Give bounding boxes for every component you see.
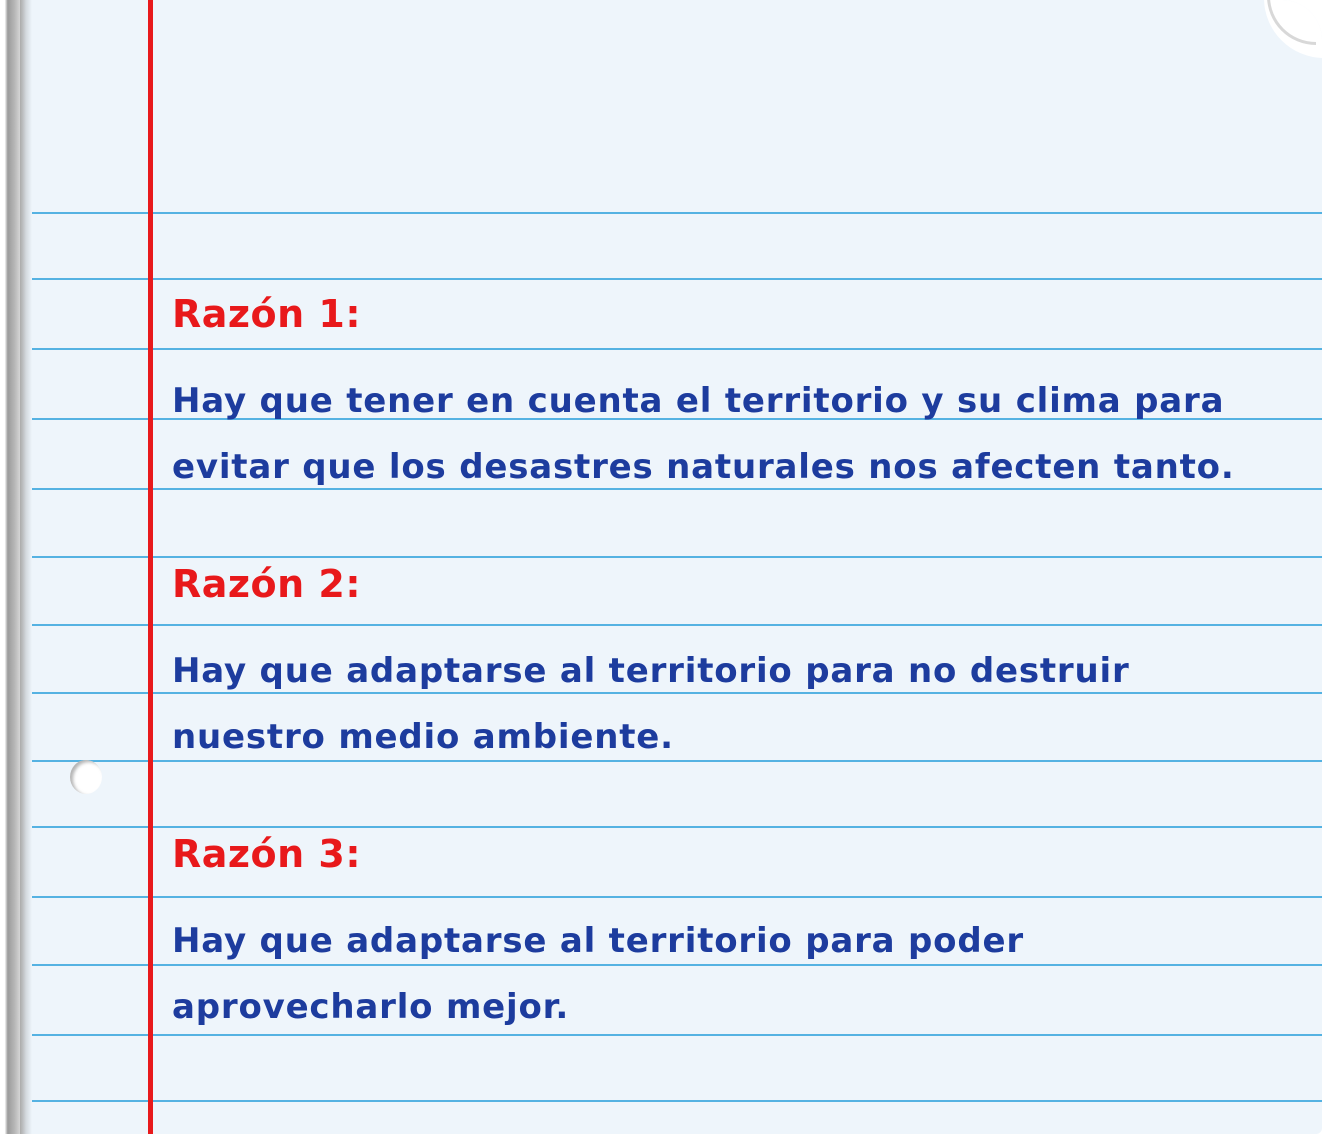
note-body-line: Hay que tener en cuenta el territorio y su clima para bbox=[172, 381, 1225, 421]
note-entry bbox=[172, 562, 1172, 606]
note-body bbox=[172, 638, 1172, 770]
note-body-line: Hay que adaptarse al territorio para no destruir bbox=[172, 651, 1130, 691]
note-heading: Razón 3: bbox=[172, 832, 362, 876]
note-body-line: aprovecharlo mejor. bbox=[172, 987, 570, 1027]
handwritten-notes bbox=[172, 0, 1235, 1134]
page-spine-shadow bbox=[20, 0, 32, 1134]
note-entry bbox=[172, 832, 1172, 876]
note-entry bbox=[172, 292, 1172, 336]
note-heading: Razón 1: bbox=[172, 292, 362, 336]
note-body-line: Hay que adaptarse al territorio para poder bbox=[172, 921, 1024, 961]
note-body-line: evitar que los desastres naturales nos afecten tanto. bbox=[172, 447, 1235, 487]
note-heading: Razón 2: bbox=[172, 562, 362, 606]
note-body-line: nuestro medio ambiente. bbox=[172, 717, 674, 757]
note-body bbox=[172, 908, 1172, 1040]
red-margin-line bbox=[148, 0, 153, 1134]
note-body bbox=[172, 368, 1235, 500]
punch-hole bbox=[70, 760, 102, 794]
